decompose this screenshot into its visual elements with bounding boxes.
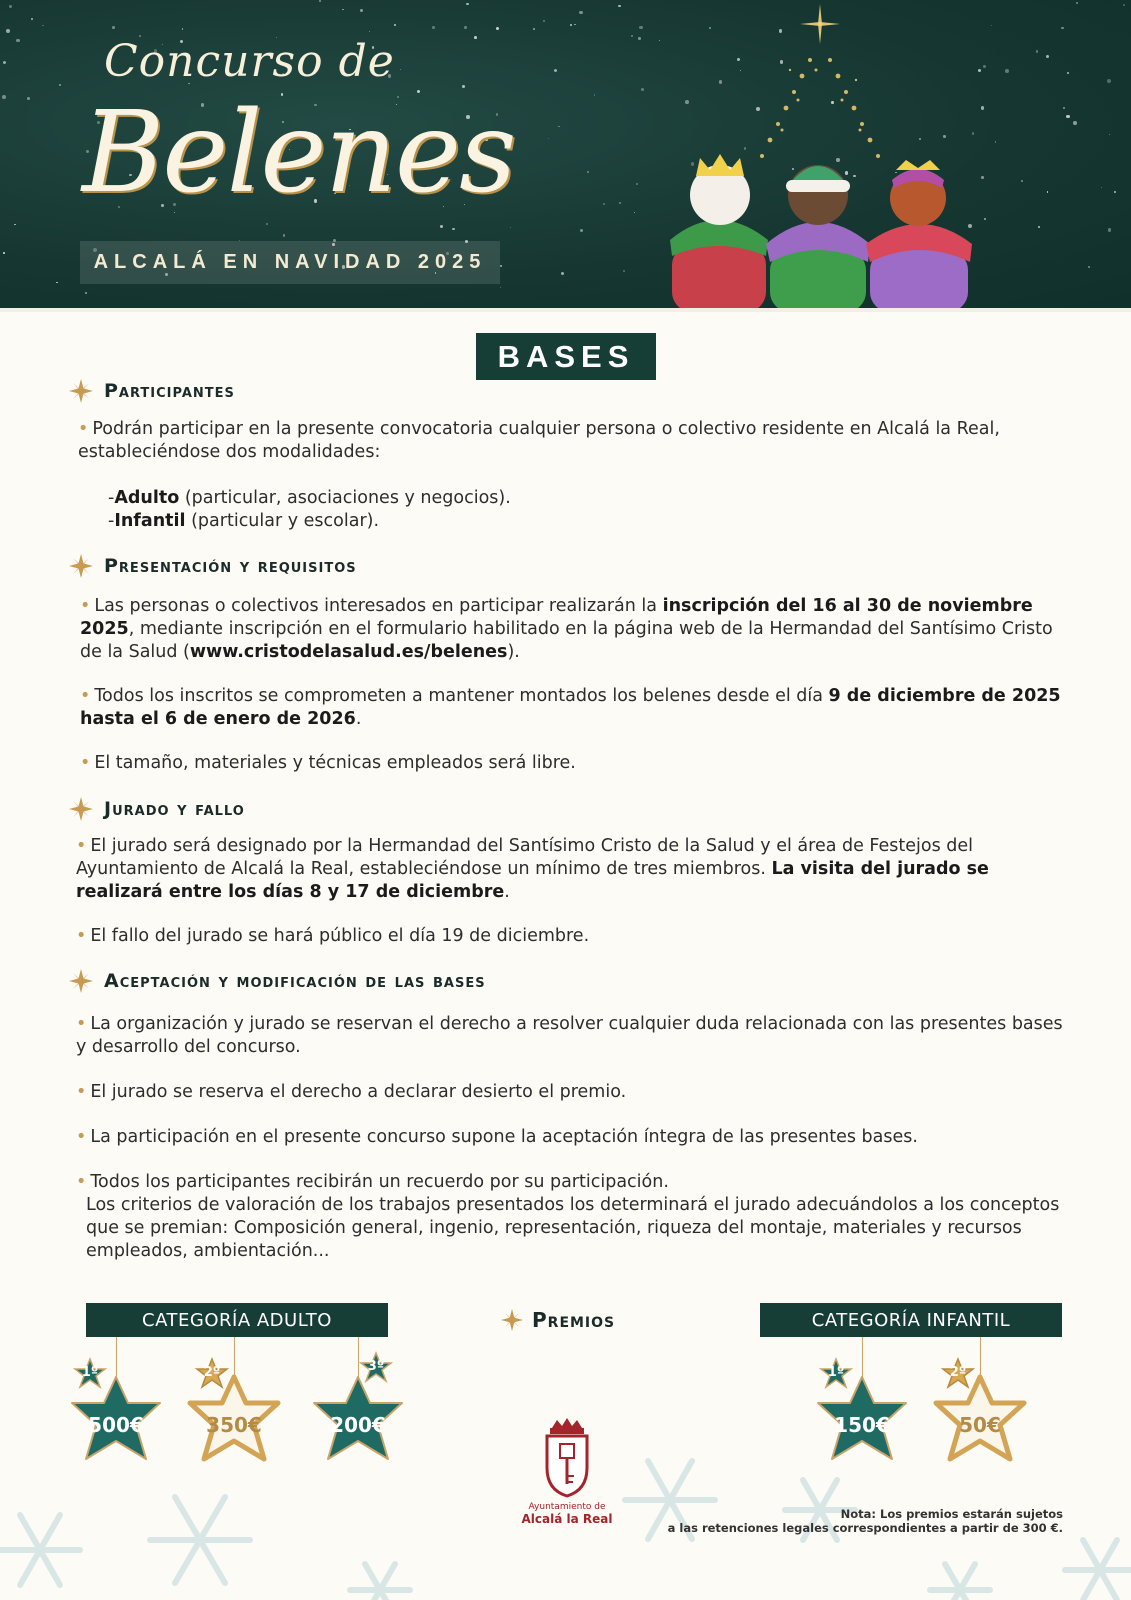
categoria-adulto-label: CATEGORÍA ADULTO [142, 1309, 332, 1331]
place-label: 1º [81, 1365, 99, 1380]
snow-dot [440, 225, 443, 228]
snow-dot [1047, 191, 1049, 193]
aceptacion-p4-text: Todos los participantes recibirán un recuerdo por su participación. [90, 1172, 669, 1192]
aceptacion-p3-text: La participación en el presente concurso supone la aceptación íntegra de las presentes bases. [90, 1127, 918, 1147]
snow-dot [1046, 55, 1049, 58]
snow-dot [56, 282, 58, 284]
snow-dot [474, 36, 477, 39]
snow-dot [496, 27, 499, 30]
place-label: 1º [827, 1365, 845, 1380]
modalidad-adulto-desc: (particular, asociaciones y negocios). [179, 488, 511, 508]
prize-amount: 150€ [834, 1413, 890, 1437]
star-icon [68, 378, 94, 404]
section-participantes-heading [68, 378, 235, 404]
snow-dot [1021, 180, 1023, 182]
snow-dot [42, 25, 44, 27]
presentacion-p3-text: El tamaño, materiales y técnicas empleados será libre. [94, 753, 576, 773]
snow-dot [283, 234, 285, 236]
king-3-icon [866, 160, 972, 312]
heading-participantes: Participantes [104, 380, 235, 402]
snow-dot [360, 9, 363, 12]
snow-dot [1067, 72, 1069, 74]
modalidad-adulto: -Adulto (particular, asociaciones y negocios). [108, 488, 511, 508]
snow-dot [636, 183, 638, 185]
presentacion-paragraph-1: • Las personas o colectivos interesados en participar realizarán la inscripción del 16 al 30 de noviembre 2025, mediante inscripción en el formulario habilitado en la página web de la Hermandad del Santísimo Cristo de la Salud (www.cristodelasalud.es/belenes). [80, 596, 1053, 662]
snow-dot [9, 5, 12, 8]
snow-dot [548, 138, 549, 139]
snow-dot [319, 0, 321, 2]
three-kings-illustration [670, 0, 1010, 312]
note-line-2: a las retenciones legales correspondientes a partir de 300 €. [667, 1521, 1063, 1535]
snow-dot [1036, 50, 1038, 52]
king-2-icon [766, 165, 870, 312]
snow-dot [6, 29, 10, 33]
snow-dot [466, 3, 468, 5]
snow-dot [623, 270, 625, 272]
logo-line-2: Alcalá la Real [521, 1512, 613, 1526]
snow-dot [638, 37, 641, 40]
snow-dot [533, 28, 535, 30]
snow-dot [1114, 191, 1117, 194]
ayuntamiento-logo [520, 1418, 614, 1526]
participantes-text: Podrán participar en la presente convocatoria cualquier persona o colectivo residente en Alcalá la Real, estableciéndose dos modalidades: [78, 419, 1000, 462]
snow-dot [1038, 226, 1040, 228]
aceptacion-paragraph-2: • El jurado se reserva el derecho a declarar desierto el premio. [76, 1082, 627, 1102]
snow-dot [464, 26, 467, 29]
presentacion-p2-text: Todos los inscritos se comprometen a mantener montados los belenes desde el día [94, 686, 829, 706]
snow-dot [554, 69, 557, 72]
snow-dot [14, 224, 15, 225]
aceptacion-paragraph-4: • Todos los participantes recibirán un recuerdo por su participación. Los criterios de valoración de los trabajos presentados los determinará el jurado adecuándolos a los conceptos que se premian: Composición general, ingenio, representación, riqueza del montaje, materiales y recursos empleados, ambientación... [76, 1171, 1066, 1263]
snow-dot [1107, 79, 1111, 83]
jurado-p1-end: . [504, 882, 510, 902]
criterios-valoracion-text: Los criterios de valoración de los trabajos presentados los determinará el jurado adecuándolos a los conceptos que se premian: Composición general, ingenio, representación, riqueza del montaje, materiales y recursos empleados, ambientación... [86, 1195, 1060, 1261]
section-jurado-heading [68, 796, 245, 822]
aceptacion-p1-text: La organización y jurado se reservan el derecho a resolver cualquier duda relacionada con las presentes bases y desarrollo del concurso. [76, 1014, 1063, 1057]
categoria-adulto-box [86, 1303, 388, 1337]
snow-dot [1061, 27, 1064, 30]
snow-dot [619, 202, 621, 204]
snow-dot [27, 97, 30, 100]
snow-dot [579, 11, 583, 15]
snow-dot [634, 212, 635, 213]
jurado-p1-text: El jurado será designado por la Hermandad del Santísimo Cristo de la Salud y el área de Festejos del Ayuntamiento de Alcalá la Real, estableciéndose un mínimo de tres miembros. [76, 836, 974, 879]
categoria-infantil-label: CATEGORÍA INFANTIL [811, 1309, 1011, 1331]
snow-dot [561, 272, 564, 275]
section-presentacion-heading [68, 553, 357, 579]
title-concurso-de: Concurso de [104, 36, 395, 87]
snow-dot [574, 24, 576, 26]
snow-dot [1063, 107, 1065, 109]
snow-dot [639, 26, 643, 30]
title-belenes: Belenes [82, 88, 515, 218]
snow-dot [1088, 266, 1090, 268]
heading-aceptacion: Aceptación y modificación de las bases [104, 970, 486, 992]
categoria-infantil-box [760, 1303, 1062, 1337]
snow-dot [1073, 121, 1077, 125]
presentacion-p1-end: ). [507, 642, 520, 662]
snow-dot [394, 24, 396, 26]
snow-dot [558, 126, 559, 127]
snow-dot [618, 5, 620, 7]
section-aceptacion-heading [68, 968, 486, 994]
jurado-p2-text: El fallo del jurado se hará público el día 19 de diciembre. [90, 926, 590, 946]
snow-dot [1123, 4, 1125, 6]
snow-dot [31, 18, 33, 20]
snow-dot [659, 40, 661, 42]
premios-label: Premios [532, 1308, 616, 1332]
aceptacion-paragraph-3: • La participación en el presente concurso supone la aceptación íntegra de las presentes bases. [76, 1127, 918, 1147]
snow-dot [641, 88, 645, 92]
visita-jurado-dates: La visita del jurado se realizará entre los días 8 y 17 de diciembre [76, 859, 989, 902]
bases-label: BASES [497, 338, 635, 374]
snow-dot [2, 95, 6, 99]
snow-dot [1109, 134, 1111, 136]
snow-dot [587, 171, 589, 173]
place-label: 2º [203, 1365, 221, 1380]
star-icon [68, 553, 94, 579]
star-icon [500, 1308, 524, 1332]
snow-dot [452, 228, 455, 231]
website-link[interactable]: www.cristodelasalud.es/belenes [189, 642, 508, 662]
inscripcion-dates: inscripción del 16 al 30 de noviembre 2025 [80, 596, 1033, 639]
presentacion-p1-text: Las personas o colectivos interesados en participar realizarán la [94, 596, 663, 616]
prize-amount: 500€ [88, 1413, 144, 1437]
snow-dot [59, 84, 61, 86]
sparkle-tree-icon [800, 4, 840, 44]
presentacion-p2-end: . [355, 709, 362, 729]
star-icon [68, 968, 94, 994]
snow-dot [594, 94, 596, 96]
snow-dot [16, 39, 19, 42]
snow-dot [1101, 187, 1102, 188]
snow-dot [369, 31, 370, 32]
snow-dot [1076, 2, 1078, 4]
snow-dot [500, 287, 501, 288]
presentacion-p1-text-2: , mediante inscripción en el formulario habilitado en la página web de la Hermandad del Santísimo Cristo de la Salud ( [80, 619, 1053, 662]
subtitle-alcala-navidad: ALCALÁ EN NAVIDAD 2025 [93, 251, 487, 273]
snow-dot [182, 28, 183, 29]
heading-jurado: Jurado y fallo [104, 798, 245, 820]
jurado-paragraph-1: • El jurado será designado por la Hermandad del Santísimo Cristo de la Salud y el área de Festejos del Ayuntamiento de Alcalá la Real, estableciéndose un mínimo de tres miembros. La visita del jurado se realizará entre los días 8 y 17 de diciembre. [76, 836, 989, 902]
premios-heading [500, 1308, 615, 1332]
modalidad-infantil-label: Infantil [114, 511, 186, 531]
subtitle-box [80, 241, 500, 284]
modalidad-infantil-desc: (particular y escolar). [185, 511, 380, 531]
modalidad-infantil: -Infantil (particular y escolar). [108, 511, 380, 531]
participantes-paragraph: • Podrán participar en la presente convocatoria cualquier persona o colectivo residente en Alcalá la Real, estableciéndose dos modalidades: [78, 419, 1000, 462]
prize-amount: 200€ [330, 1413, 386, 1437]
logo-line-1: Ayuntamiento de [528, 1502, 606, 1512]
snow-dot [3, 252, 5, 254]
jurado-paragraph-2: • El fallo del jurado se hará público el día 19 de diciembre. [76, 926, 590, 946]
aceptacion-paragraph-1: • La organización y jurado se reservan el derecho a resolver cualquier duda relacionada con las presentes bases y desarrollo del concurso. [76, 1014, 1063, 1057]
snow-dot [510, 227, 511, 228]
prize-amount: 350€ [206, 1413, 262, 1437]
aceptacion-p2-text: El jurado se reserva el derecho a declarar desierto el premio. [90, 1082, 627, 1102]
snow-dot [3, 61, 6, 64]
presentacion-paragraph-3: • El tamaño, materiales y técnicas empleados será libre. [80, 753, 576, 773]
snow-dot [580, 229, 583, 232]
star-icon [68, 796, 94, 822]
bases-badge [476, 333, 656, 380]
king-1-icon [670, 154, 768, 312]
snow-dot [85, 292, 87, 294]
snow-dot [570, 24, 572, 26]
snow-dot [432, 26, 435, 29]
header-banner [0, 0, 1131, 312]
snow-dot [603, 203, 605, 205]
snow-dot [631, 35, 633, 37]
snow-dot [266, 223, 268, 225]
presentacion-paragraph-2: • Todos los inscritos se comprometen a mantener montados los belenes desde el día 9 de diciembre de 2025 hasta el 6 de enero de 2026. [80, 686, 1061, 729]
snow-dot [400, 69, 401, 70]
snow-dot [112, 26, 115, 29]
snow-dot [342, 9, 344, 11]
snow-dot [1066, 115, 1070, 119]
note-line-1: Nota: Los premios estarán sujetos [840, 1507, 1063, 1521]
premios-note [668, 1507, 1063, 1535]
modalidad-adulto-label: Adulto [114, 488, 180, 508]
heading-presentacion: Presentación y requisitos [104, 555, 357, 577]
montaje-dates: 9 de diciembre de 2025 hasta el 6 de enero de 2026 [80, 686, 1061, 729]
place-label: 2º [949, 1365, 967, 1380]
prize-amount: 50€ [959, 1413, 1001, 1437]
coat-of-arms-icon [542, 1418, 592, 1498]
place-label: 3º [367, 1359, 385, 1374]
snow-dot [1108, 228, 1111, 231]
snow-dot [543, 20, 545, 22]
